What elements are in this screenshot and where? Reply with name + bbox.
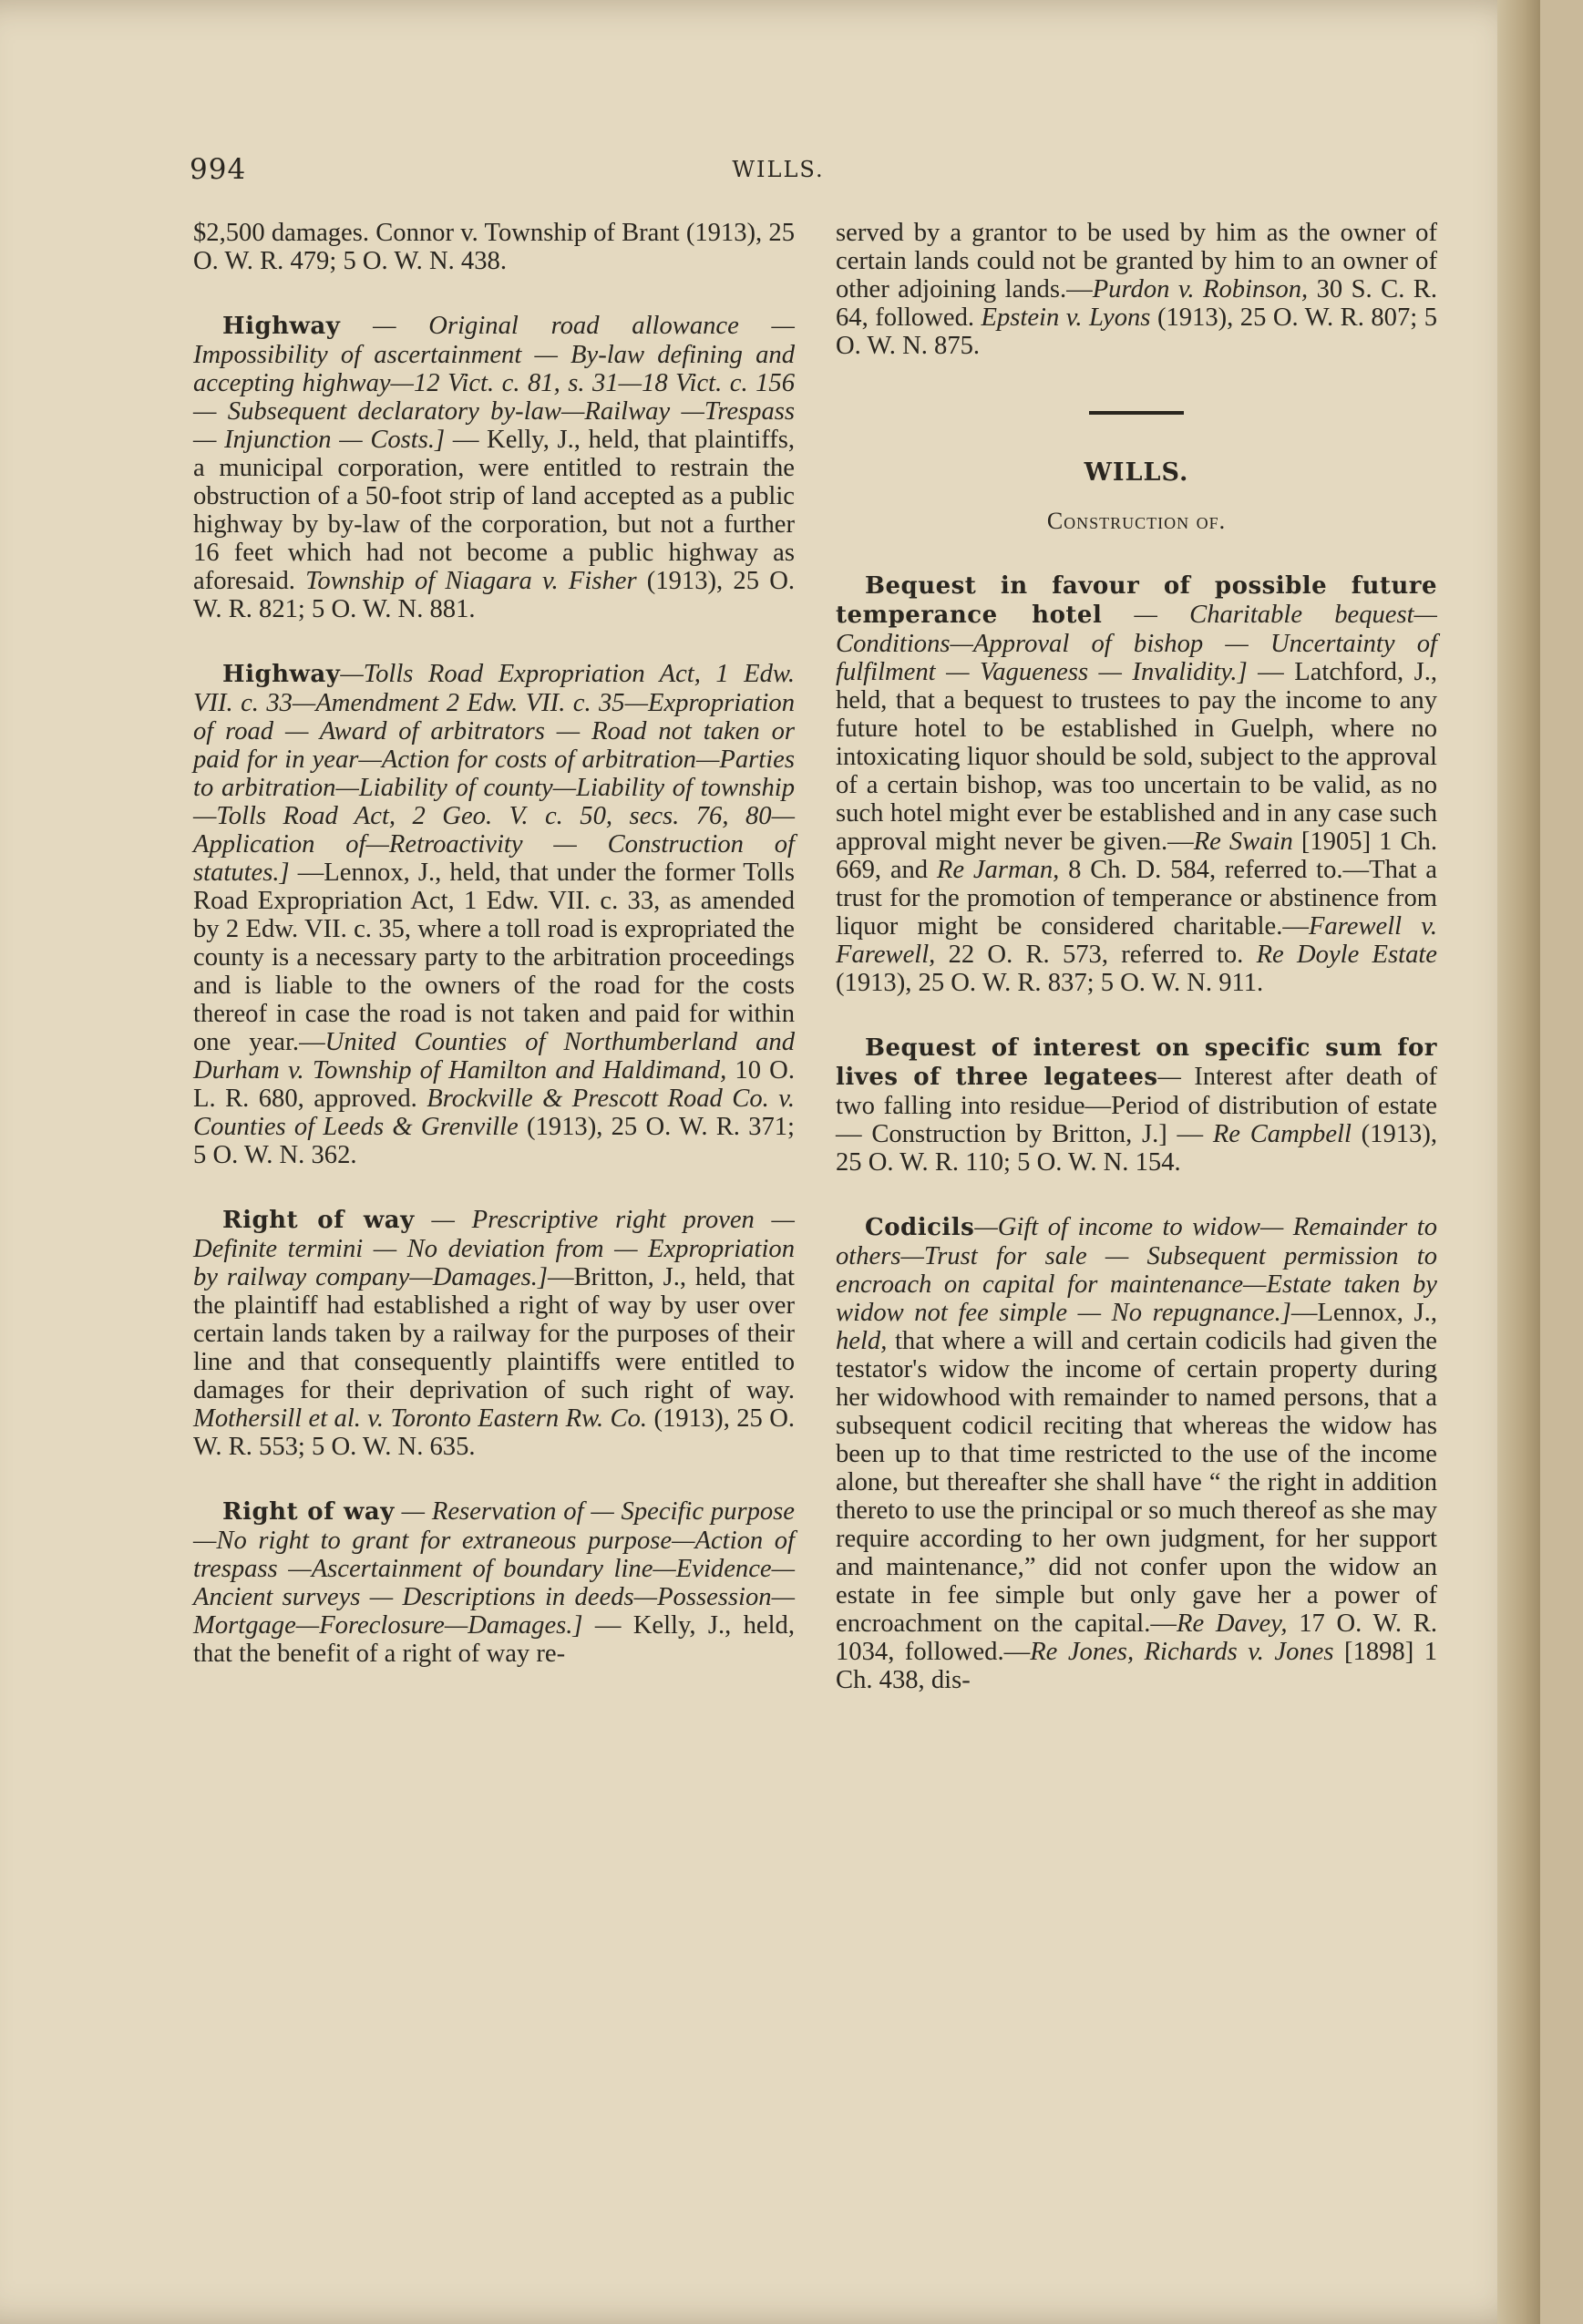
case-name: Re Campbell [1212, 1120, 1352, 1148]
case-name: Re Jarman, [936, 856, 1060, 884]
entry-catchwords: — Charitable bequest—Conditions—Approval of bishop — Uncertainty of fulfilment — Vagueness — Invalidity.] [836, 601, 1437, 686]
entry-catchwords: —Gift of income to widow— Remainder to others—Trust for sale — Subsequent permission to encroach on capital for maintenance—Estate taken by widow not fee simple — No repugnance.] [836, 1213, 1437, 1327]
entry-bequest-temperance-hotel: Bequest in favour of possible future temperance hotel — Charitable bequest—Conditions—Approval of bishop — Uncertainty of fulfilment — Vagueness — Invalidity.] — Latchford, J., held, that a bequest to trustees to pay the income to any future hotel to be established in Guelph, where no intoxicating liquor should be sold, subject to the approval of a certain bishop, was too uncertain to be valid, as no such hotel might ever be established and in any case such approval might never be given.—Re Swain [1905] 1 Ch. 669, and Re Jarman, 8 Ch. D. 584, referred to.—That a trust for the promotion of temperance or abstinence from liquor might be considered charitable.—Farewell v. Farewell, 22 O. R. 573, referred to. Re Doyle Estate (1913), 25 O. W. R. 837; 5 O. W. N. 911. [836, 572, 1437, 997]
citation: (1913), 25 O. W. R. 837; 5 O. W. N. 911. [836, 969, 1264, 997]
entry-body: Interest after death of two falling into residue—Period of distribution of estate — Construction by Britton, J.] — [836, 1063, 1437, 1148]
case-name: United Counties of Northumberland and Durham v. Township of Hamilton and Haldimand, [193, 1028, 795, 1085]
entry-heading: Codicils [865, 1214, 975, 1241]
entry-body: — Kelly, J., held, that plaintiffs, a municipal corporation, were entitled to restrain the obstruction of a 50-foot strip of land accepted as a public highway by by-law of the corporation, but not a further 16 feet which had not become a public highway as aforesaid. [193, 426, 795, 595]
case-name: Re Doyle Estate [1256, 941, 1437, 969]
case-name: Re Swain [1193, 828, 1293, 856]
citation: (1913), 25 O. W. R. 821; 5 O. W. N. 881. [193, 567, 796, 623]
entry-heading: Right of way [222, 1207, 415, 1234]
entry-catchwords: — [1157, 1063, 1181, 1091]
entry-body: 10 O. L. R. 680, approved. [193, 1056, 795, 1113]
entry-highway-2 [193, 660, 795, 1169]
page-number: 994 [190, 153, 247, 186]
section-title: WILLS. [1084, 458, 1189, 487]
entry-heading: Highway [222, 313, 341, 340]
entry-body: —Lennox, J., [1290, 1299, 1437, 1327]
entry-body: — Kelly, J., held, that the benefit of a right of way re- [193, 1611, 795, 1668]
section-subtitle: Construction of. [1046, 508, 1227, 534]
case-name: Re Jones, Richards v. Jones [1030, 1638, 1334, 1666]
entry-right-of-way-2 [193, 1497, 795, 1668]
right-column [836, 219, 1437, 1694]
entry-codicils: Codicils—Gift of income to widow— Remainder to others—Trust for sale — Subsequent permission to encroach on capital for maintenance—Estate taken by widow not fee simple — No repugnance.]—Lennox, J., held, that where a will and certain codicils had given the testator's widow the income of certain property during her widowhood with remainder to named persons, that a subsequent codicil reciting that whereas the widow has been up to that time restricted to the use of the income alone, but thereafter she shall have “ the right in addition thereto to use the principal or so much thereof as she may require according to her own judgment, for her support and maintenance,” did not confer upon the widow an estate in fee simple but only gave her a power of encroachment on the capital.—Re Davey, 17 O. W. R. 1034, followed.—Re Jones, Richards v. Jones [1898] 1 Ch. 438, dis- [836, 1213, 1438, 1694]
entry-highway-1 [193, 312, 795, 623]
left-column [193, 219, 795, 1668]
entry-bequest-interest [836, 1033, 1437, 1177]
entry-catchwords: — Prescriptive right proven — Definite termini — No deviation from — Expropriation by railway company—Damages.] [193, 1206, 795, 1291]
running-head-title: WILLS. [732, 157, 825, 182]
case-name: Township of Niagara v. Fisher [294, 567, 637, 595]
case-name: Brockville & Prescott Road Co. v. Counties of Leeds & Grenville [193, 1085, 795, 1141]
case-name: Farewell v. Farewell, [836, 912, 1437, 969]
citation: (1913), 25 O. W. R. 553; 5 O. W. N. 635. [193, 1404, 795, 1461]
entry-body: —Lennox, J., held, that under the former Tolls Road Expropriation Act, 1 Edw. VII. c. 33, as amended by 2 Edw. VII. c. 35, where a toll road is expropriated the county is a necessary party to the arbitration proceedings and is liable to the owners of the road for the costs thereof in case the road is not taken and paid for within one year.— [193, 859, 795, 1056]
continued-paragraph: served by a grantor to be used by him as the owner of certain lands could not be granted by him to an owner of other adjoining lands.—Purdon v. Robinson, 30 S. C. R. 64, followed. Epstein v. Lyons (1913), 25 O. W. R. 807; 5 O. W. N. 875. [836, 219, 1437, 360]
case-name: Purdon v. Robinson, [1092, 275, 1309, 303]
case-name: Mothersill et al. v. Toronto Eastern Rw. Co. [193, 1404, 648, 1433]
entry-body: — Latchford, J., held, that a bequest to trustees to pay the income to any future hotel to be established in Guelph, where no intoxicating liquor should be sold, subject to the approval of a certain bishop, was too uncertain to be valid, as no such hotel might ever be established and in any case such approval might never be given.— [836, 658, 1437, 856]
entry-heading: Right of way [222, 1498, 395, 1526]
entry-catchwords: —Tolls Road Expropriation Act, 1 Edw. VII. c. 33—Amendment 2 Edw. VII. c. 35—Expropriation of road — Award of arbitrators — Road not taken or paid for in year—Action for costs of arbitration—Parties to arbitration—Liability of county—Liability of township—Tolls Road Act, 2 Geo. V. c. 50, secs. 76, 80—Application of—Retroactivity — Construction of statutes.] [193, 660, 795, 887]
entry-right-of-way-1 [193, 1206, 795, 1461]
running-head [190, 153, 1367, 190]
entry-heading: Bequest in favour of possible future temperance hotel [836, 572, 1437, 629]
page-edge [1497, 0, 1540, 2324]
case-name: Re Davey, [1177, 1609, 1288, 1638]
citation: (1913), 25 O. W. R. 110; 5 O. W. N. 154. [836, 1120, 1438, 1177]
citation: (1913), 25 O. W. R. 371; 5 O. W. N. 362. [193, 1113, 796, 1169]
entry-catchwords: — Reservation of — Specific purpose—No right to grant for extraneous purpose—Action of trespass —Ascertainment of boundary line—Evidence—Ancient surveys — Descriptions in deeds—Possession—Mortgage—Foreclosure—Damages.] [193, 1497, 795, 1640]
entry-heading: Bequest of interest on specific sum for lives of three legatees [836, 1034, 1437, 1091]
citation: (1913), 25 O. W. R. 807; 5 O. W. N. 875. [836, 303, 1437, 360]
entry-body: that where a will and certain codicils had given the testator's widow the income of certain property during her widowhood with remainder to named persons, that a subsequent codicil reciting that whereas the widow has been up to that time restricted to the use of the income alone, but thereafter she shall have “ the right in addition thereto to use the principal or so much thereof as she may require according to her own judgment, for her support and maintenance,” did not confer upon the widow an estate in fee simple but only gave her a power of encroachment on the capital.— [836, 1327, 1437, 1638]
case-name: Epstein v. Lyons [981, 303, 1151, 332]
entry-body: —Britton, J., held, that the plaintiff had established a right of way by user over certain lands taken by a railway for the purposes of their line and that consequently plaintiffs were entitled to damages for their deprivation of such right of way. [193, 1263, 795, 1404]
section-divider [1089, 411, 1184, 415]
continued-paragraph: $2,500 damages. Connor v. Township of Brant (1913), 25 O. W. R. 479; 5 O. W. N. 438. [193, 219, 795, 275]
citation: [1898] 1 Ch. 438, dis- [836, 1638, 1438, 1694]
entry-heading: Highway [222, 661, 341, 688]
entry-catchwords: — Original road allowance —Impossibility of ascertainment — By-law defining and accepting highway—12 Vict. c. 81, s. 31—18 Vict. c. 156— Subsequent declaratory by-law—Railway —Trespass — Injunction — Costs.] [193, 312, 795, 454]
